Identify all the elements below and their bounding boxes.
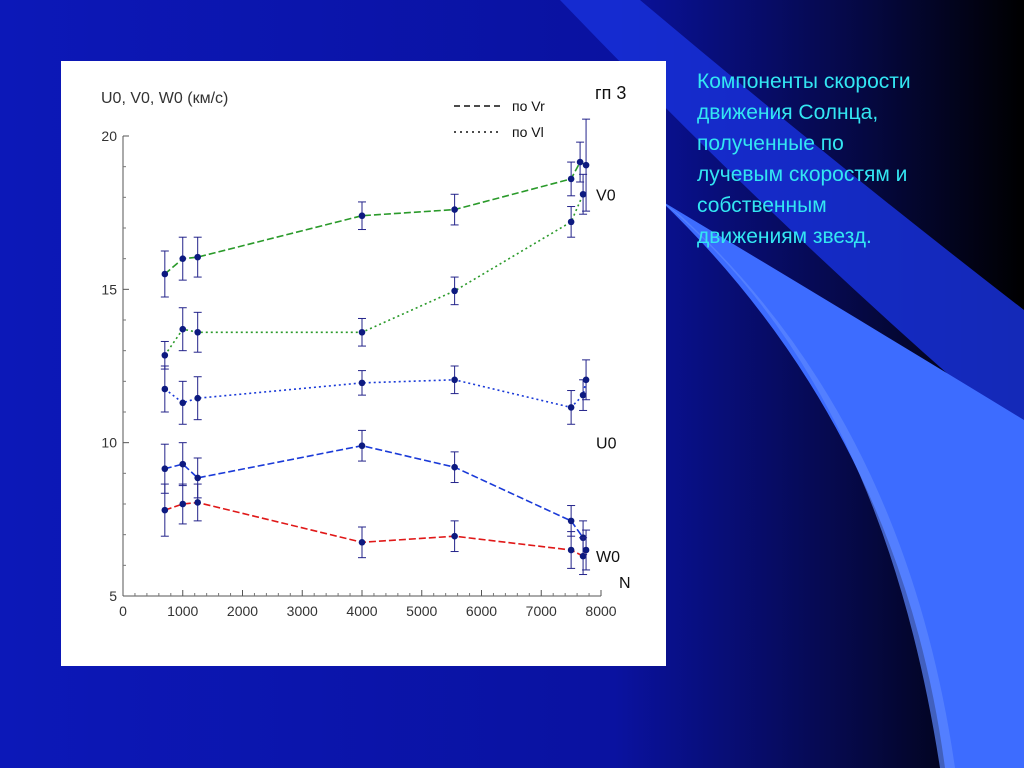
y-tick-label: 10 (101, 434, 117, 451)
data-point (451, 533, 458, 540)
data-point (194, 329, 201, 336)
x-tick-label: 8000 (585, 603, 617, 619)
component-label: U0 (596, 435, 617, 453)
data-point (451, 464, 458, 471)
data-point (580, 553, 587, 560)
caption-line: движениям звезд. (697, 225, 872, 248)
x-tick-label: 6000 (465, 603, 498, 619)
data-point (568, 176, 575, 183)
data-point (359, 539, 366, 546)
x-tick-label: 7000 (525, 603, 557, 619)
data-point (179, 326, 186, 333)
y-tick-label: 5 (109, 588, 117, 604)
data-point (359, 442, 366, 449)
data-point (179, 255, 186, 262)
slide-caption (697, 66, 997, 252)
series-line (165, 162, 586, 274)
data-point (577, 159, 584, 166)
data-point (162, 507, 169, 514)
y-tick-label: 20 (101, 128, 117, 144)
data-point (451, 377, 458, 384)
data-point (194, 254, 201, 261)
data-point (194, 395, 201, 402)
data-point (162, 386, 169, 393)
data-point (179, 501, 186, 508)
series-line (165, 380, 586, 408)
legend-label: по Vr (512, 98, 545, 114)
x-axis-label: N (619, 575, 631, 592)
data-point (179, 400, 186, 407)
data-point (583, 377, 590, 384)
data-point (359, 212, 366, 219)
data-point (583, 162, 590, 169)
data-point (162, 352, 169, 359)
data-point (359, 329, 366, 336)
x-tick-label: 4000 (346, 603, 378, 619)
y-axis-label: U0, V0, W0 (км/с) (101, 90, 229, 107)
data-point (568, 518, 575, 525)
series-line (165, 503, 586, 557)
chart-panel (61, 61, 666, 666)
data-point (583, 547, 590, 554)
x-tick-label: 1000 (167, 603, 199, 619)
caption-line: движения Солнца, (697, 101, 879, 124)
data-point (359, 380, 366, 387)
caption-line: лучевым скоростям и (697, 163, 908, 186)
data-point (568, 219, 575, 226)
data-point (162, 271, 169, 278)
chart-title: гп 3 (595, 83, 627, 103)
series-line (165, 194, 583, 355)
chart (61, 61, 666, 666)
caption-line: собственным (697, 194, 827, 217)
data-point (179, 461, 186, 468)
legend-label: по Vl (512, 124, 544, 140)
data-point (194, 499, 201, 506)
x-tick-label: 0 (119, 603, 127, 619)
component-label: W0 (596, 549, 621, 567)
series-line (165, 446, 583, 538)
data-point (194, 475, 201, 482)
data-point (451, 206, 458, 213)
x-tick-label: 2000 (226, 603, 259, 619)
y-tick-label: 15 (101, 281, 117, 298)
component-label: V0 (596, 187, 616, 205)
data-point (451, 288, 458, 295)
caption-line: полученные по (697, 132, 844, 155)
data-point (162, 465, 169, 472)
data-point (568, 547, 575, 554)
x-tick-label: 5000 (406, 603, 438, 619)
x-tick-label: 3000 (286, 603, 318, 619)
data-point (568, 404, 575, 411)
data-point (580, 191, 587, 198)
caption-line: Компоненты скорости (697, 70, 911, 93)
data-point (580, 392, 587, 399)
